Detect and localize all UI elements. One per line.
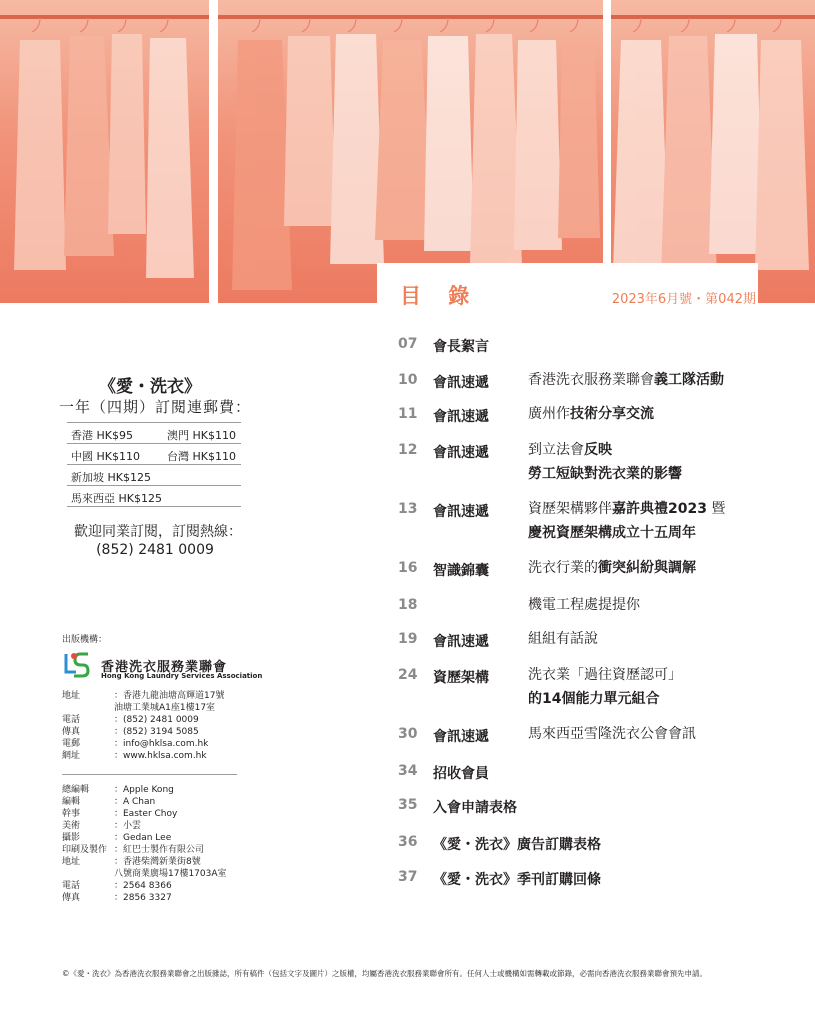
toc-title: 目 錄 <box>400 284 480 308</box>
toc-page-number: 16 <box>398 560 418 576</box>
toc-page-number: 19 <box>398 631 418 647</box>
toc-category: 資歷架構 <box>433 670 489 686</box>
staff-line-value: ：A Chan <box>114 797 156 807</box>
garments-illustration <box>611 0 815 303</box>
toc-page-number: 35 <box>398 797 418 813</box>
staff-line-label: 幹事 <box>62 809 81 819</box>
toc-category: 《愛・洗衣》廣告訂購表格 <box>433 837 601 853</box>
contact-line-value: ：www.hklsa.com.hk <box>114 751 207 761</box>
garments-illustration <box>0 0 209 303</box>
toc-page-number: 37 <box>398 869 418 885</box>
toc-page-number: 24 <box>398 667 418 683</box>
toc-description: 資歷架構夥伴嘉許典禮2023 暨 慶祝資歷架構成立十五周年 <box>528 501 726 541</box>
divider <box>62 774 237 775</box>
toc-page-number: 36 <box>398 834 418 850</box>
contact-line-label: 電話 <box>62 715 81 725</box>
staff-line-value: ：紅巴士製作有限公司 <box>114 845 205 855</box>
staff-line-label: 傳真 <box>62 893 81 903</box>
staff-line-value: ：Easter Choy <box>114 809 178 819</box>
toc-category: 會訊速遞 <box>433 445 489 461</box>
staff-line-value: ：Gedan Lee <box>114 833 172 843</box>
association-logo-icon <box>62 650 96 680</box>
toc-description: 馬來西亞雪隆洗衣公會會訊 <box>528 726 696 742</box>
staff-line-label: 總編輯 <box>62 785 90 795</box>
org-name-en: Hong Kong Laundry Services Association <box>101 672 263 680</box>
price-cell: 新加坡 HK$125 <box>71 471 151 484</box>
toc-page-number: 34 <box>398 763 418 779</box>
contact-line-value: ：(852) 2481 0009 <box>114 715 199 725</box>
toc-header <box>377 263 758 309</box>
toc-page-number: 07 <box>398 336 418 352</box>
toc-page-number: 18 <box>398 597 418 613</box>
toc-category: 會訊速遞 <box>433 409 489 425</box>
issue-label: 2023年6月號・第042期 <box>611 292 756 307</box>
contact-line-label: 傳真 <box>62 727 81 737</box>
toc-category: 會長絮言 <box>433 339 489 355</box>
staff-line-value: 八號商業廣場17樓1703A室 <box>114 869 227 879</box>
price-row <box>67 423 241 444</box>
contact-line-value: ：香港九龍油塘高輝道17號 <box>114 691 225 701</box>
toc-page-number: 10 <box>398 372 418 388</box>
subscription-title: 《愛・洗衣》 <box>99 377 201 397</box>
price-cell: 台灣 HK$110 <box>167 450 236 463</box>
staff-line-value: ：小雲 <box>114 821 142 831</box>
copyright-footer: ©《愛・洗衣》為香港洗衣服務業聯會之出版雜誌，所有稿件（包括文字及圖片）之版權，均屬香港洗衣服務業聯會所有。任何人士或機構如需轉載或節錄，必需向香港洗衣服務業聯會預先申請。 <box>62 969 707 978</box>
staff-line-label: 印刷及製作 <box>62 845 108 855</box>
subscription-welcome: 歡迎同業訂閱，訂閱熱線： <box>74 524 242 540</box>
contact-line-label: 地址 <box>62 691 81 701</box>
price-row <box>67 465 241 486</box>
contact-line-value: ：info@hklsa.com.hk <box>114 739 209 749</box>
price-row <box>67 486 241 507</box>
price-cell: 中國 HK$110 <box>71 450 140 463</box>
price-table <box>67 422 241 507</box>
toc-category: 會訊速遞 <box>433 634 489 650</box>
toc-category: 入會申請表格 <box>433 800 517 816</box>
price-row <box>67 444 241 465</box>
staff-line-value: ：2564 8366 <box>114 881 172 891</box>
contact-line-value: 油塘工業城A1座1樓17室 <box>114 703 216 713</box>
subscription-hotline: (852) 2481 0009 <box>96 542 214 558</box>
price-cell: 澳門 HK$110 <box>167 429 236 442</box>
publisher-label: 出版機構： <box>62 635 108 645</box>
staff-line-label: 美術 <box>62 821 81 831</box>
toc-category: 招收會員 <box>433 766 489 782</box>
org-name-zh: 香港洗衣服務業聯會 <box>101 660 228 675</box>
subscription-line: 一年（四期）訂閱連郵費： <box>58 398 251 416</box>
toc-description: 到立法會反映 勞工短缺對洗衣業的影響 <box>528 442 682 482</box>
toc-description: 香港洗衣服務業聯會義工隊活動 <box>528 372 724 388</box>
toc-category: 《愛・洗衣》季刊訂購回條 <box>433 872 601 888</box>
toc-page-number: 12 <box>398 442 418 458</box>
toc-category: 會訊速遞 <box>433 504 489 520</box>
staff-line-value: ：香港柴灣新業街8號 <box>114 857 201 867</box>
toc-description: 機電工程處提提你 <box>528 597 640 613</box>
staff-line-value: ：Apple Kong <box>114 785 174 795</box>
wardrobe-photo-left <box>0 0 209 303</box>
staff-line-label: 電話 <box>62 881 81 891</box>
wardrobe-photo-right <box>611 0 815 303</box>
staff-line-label: 編輯 <box>62 797 81 807</box>
staff-line-label: 地址 <box>62 857 81 867</box>
price-cell: 馬來西亞 HK$125 <box>71 492 162 505</box>
wardrobe-photo-center <box>218 0 603 303</box>
garments-illustration <box>218 0 603 303</box>
contact-line-label: 網址 <box>62 751 81 761</box>
staff-line-value: ：2856 3327 <box>114 893 172 903</box>
toc-page-number: 13 <box>398 501 418 517</box>
toc-page-number: 30 <box>398 726 418 742</box>
toc-category: 會訊速遞 <box>433 375 489 391</box>
toc-category: 智識錦囊 <box>433 563 489 579</box>
staff-line-label: 攝影 <box>62 833 81 843</box>
toc-category: 會訊速遞 <box>433 729 489 745</box>
toc-description: 洗衣業「過往資歷認可」 的14個能力單元組合 <box>528 667 682 707</box>
price-cell: 香港 HK$95 <box>71 429 133 442</box>
toc-description: 組組有話說 <box>528 631 598 647</box>
contact-line-value: ：(852) 3194 5085 <box>114 727 199 737</box>
toc-description: 洗衣行業的衝突糾紛與調解 <box>528 560 696 576</box>
contact-line-label: 電郵 <box>62 739 81 749</box>
toc-page-number: 11 <box>398 406 418 422</box>
toc-description: 廣州作技術分享交流 <box>528 406 654 422</box>
